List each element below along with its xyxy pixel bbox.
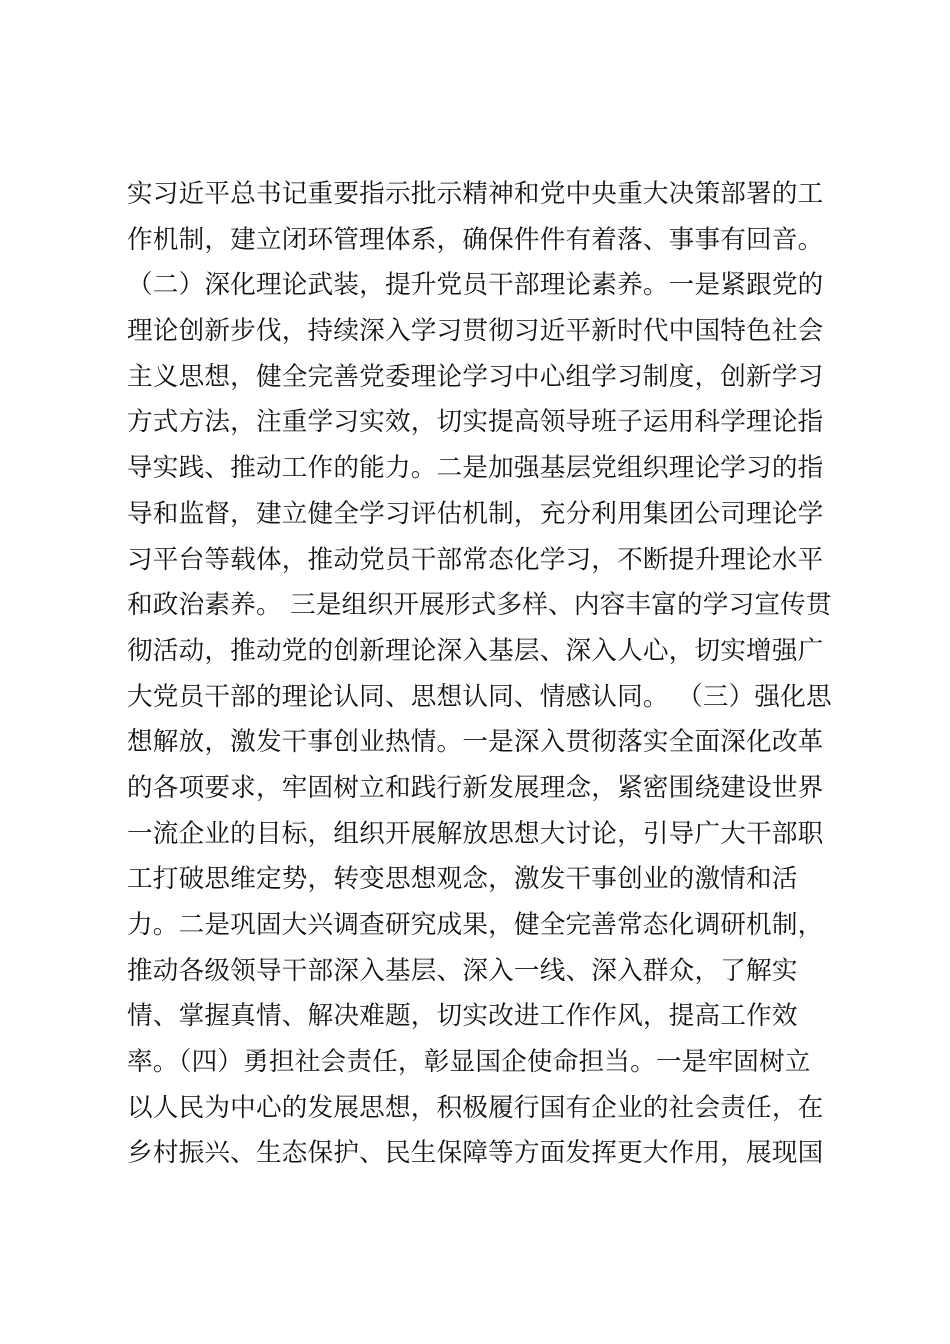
text-line: 导和监督，建立健全学习评估机制，充分利用集团公司理论学 (127, 498, 824, 529)
text-line: 乡村振兴、生态保护、民生保障等方面发挥更大作用，展现国 (127, 1138, 824, 1169)
text-line: 导实践、推动工作的能力。二是加强基层党组织理论学习的指 (127, 453, 824, 484)
text-line: 力。二是巩固大兴调查研究成果，健全完善常态化调研机制， (127, 910, 824, 940)
text-line: 情、掌握真情、解决难题，切实改进工作作风，提高工作效 (127, 1001, 798, 1032)
text-line: 以人民为中心的发展思想，积极履行国有企业的社会责任，在 (127, 1092, 824, 1123)
text-line: 率。（四）勇担社会责任，彰显国企使命担当。一是牢固树立 (127, 1047, 811, 1078)
text-line: 推动各级领导干部深入基层、深入一线、深入群众，了解实 (127, 955, 798, 986)
text-line: 理论创新步伐，持续深入学习贯彻习近平新时代中国特色社会 (127, 316, 824, 347)
text-line: 想解放，激发干事创业热情。一是深入贯彻落实全面深化改革 (127, 727, 824, 758)
text-line: 大党员干部的理论认同、思想认同、情感认同。 （三）强化思 (127, 681, 832, 712)
text-line: （二）深化理论武装，提升党员干部理论素养。一是紧跟党的 (127, 270, 824, 301)
text-line: 的各项要求，牢固树立和践行新发展理念，紧密围绕建设世界 (127, 772, 824, 803)
text-line: 和政治素养。 三是组织开展形式多样、内容丰富的学习宣传贯 (127, 590, 832, 621)
text-line: 彻活动，推动党的创新理论深入基层、深入人心，切实增强广 (127, 635, 824, 666)
text-line: 方式方法，注重学习实效，切实提高领导班子运用科学理论指 (127, 407, 824, 438)
text-line: 实习近平总书记重要指示批示精神和党中央重大决策部署的工 (127, 179, 824, 209)
text-line: 工打破思维定势，转变思想观念，激发干事创业的激情和活 (127, 864, 798, 895)
text-line: 习平台等载体，推动党员干部常态化学习，不断提升理论水平 (127, 544, 824, 575)
body-text (127, 172, 832, 1177)
text-line: 主义思想，健全完善党委理论学习中心组学习制度，创新学习 (127, 361, 824, 392)
text-line: 一流企业的目标，组织开展解放思想大讨论，引导广大干部职 (127, 818, 824, 849)
text-line: 作机制，建立闭环管理体系，确保件件有着落、事事有回音。 (127, 224, 824, 255)
